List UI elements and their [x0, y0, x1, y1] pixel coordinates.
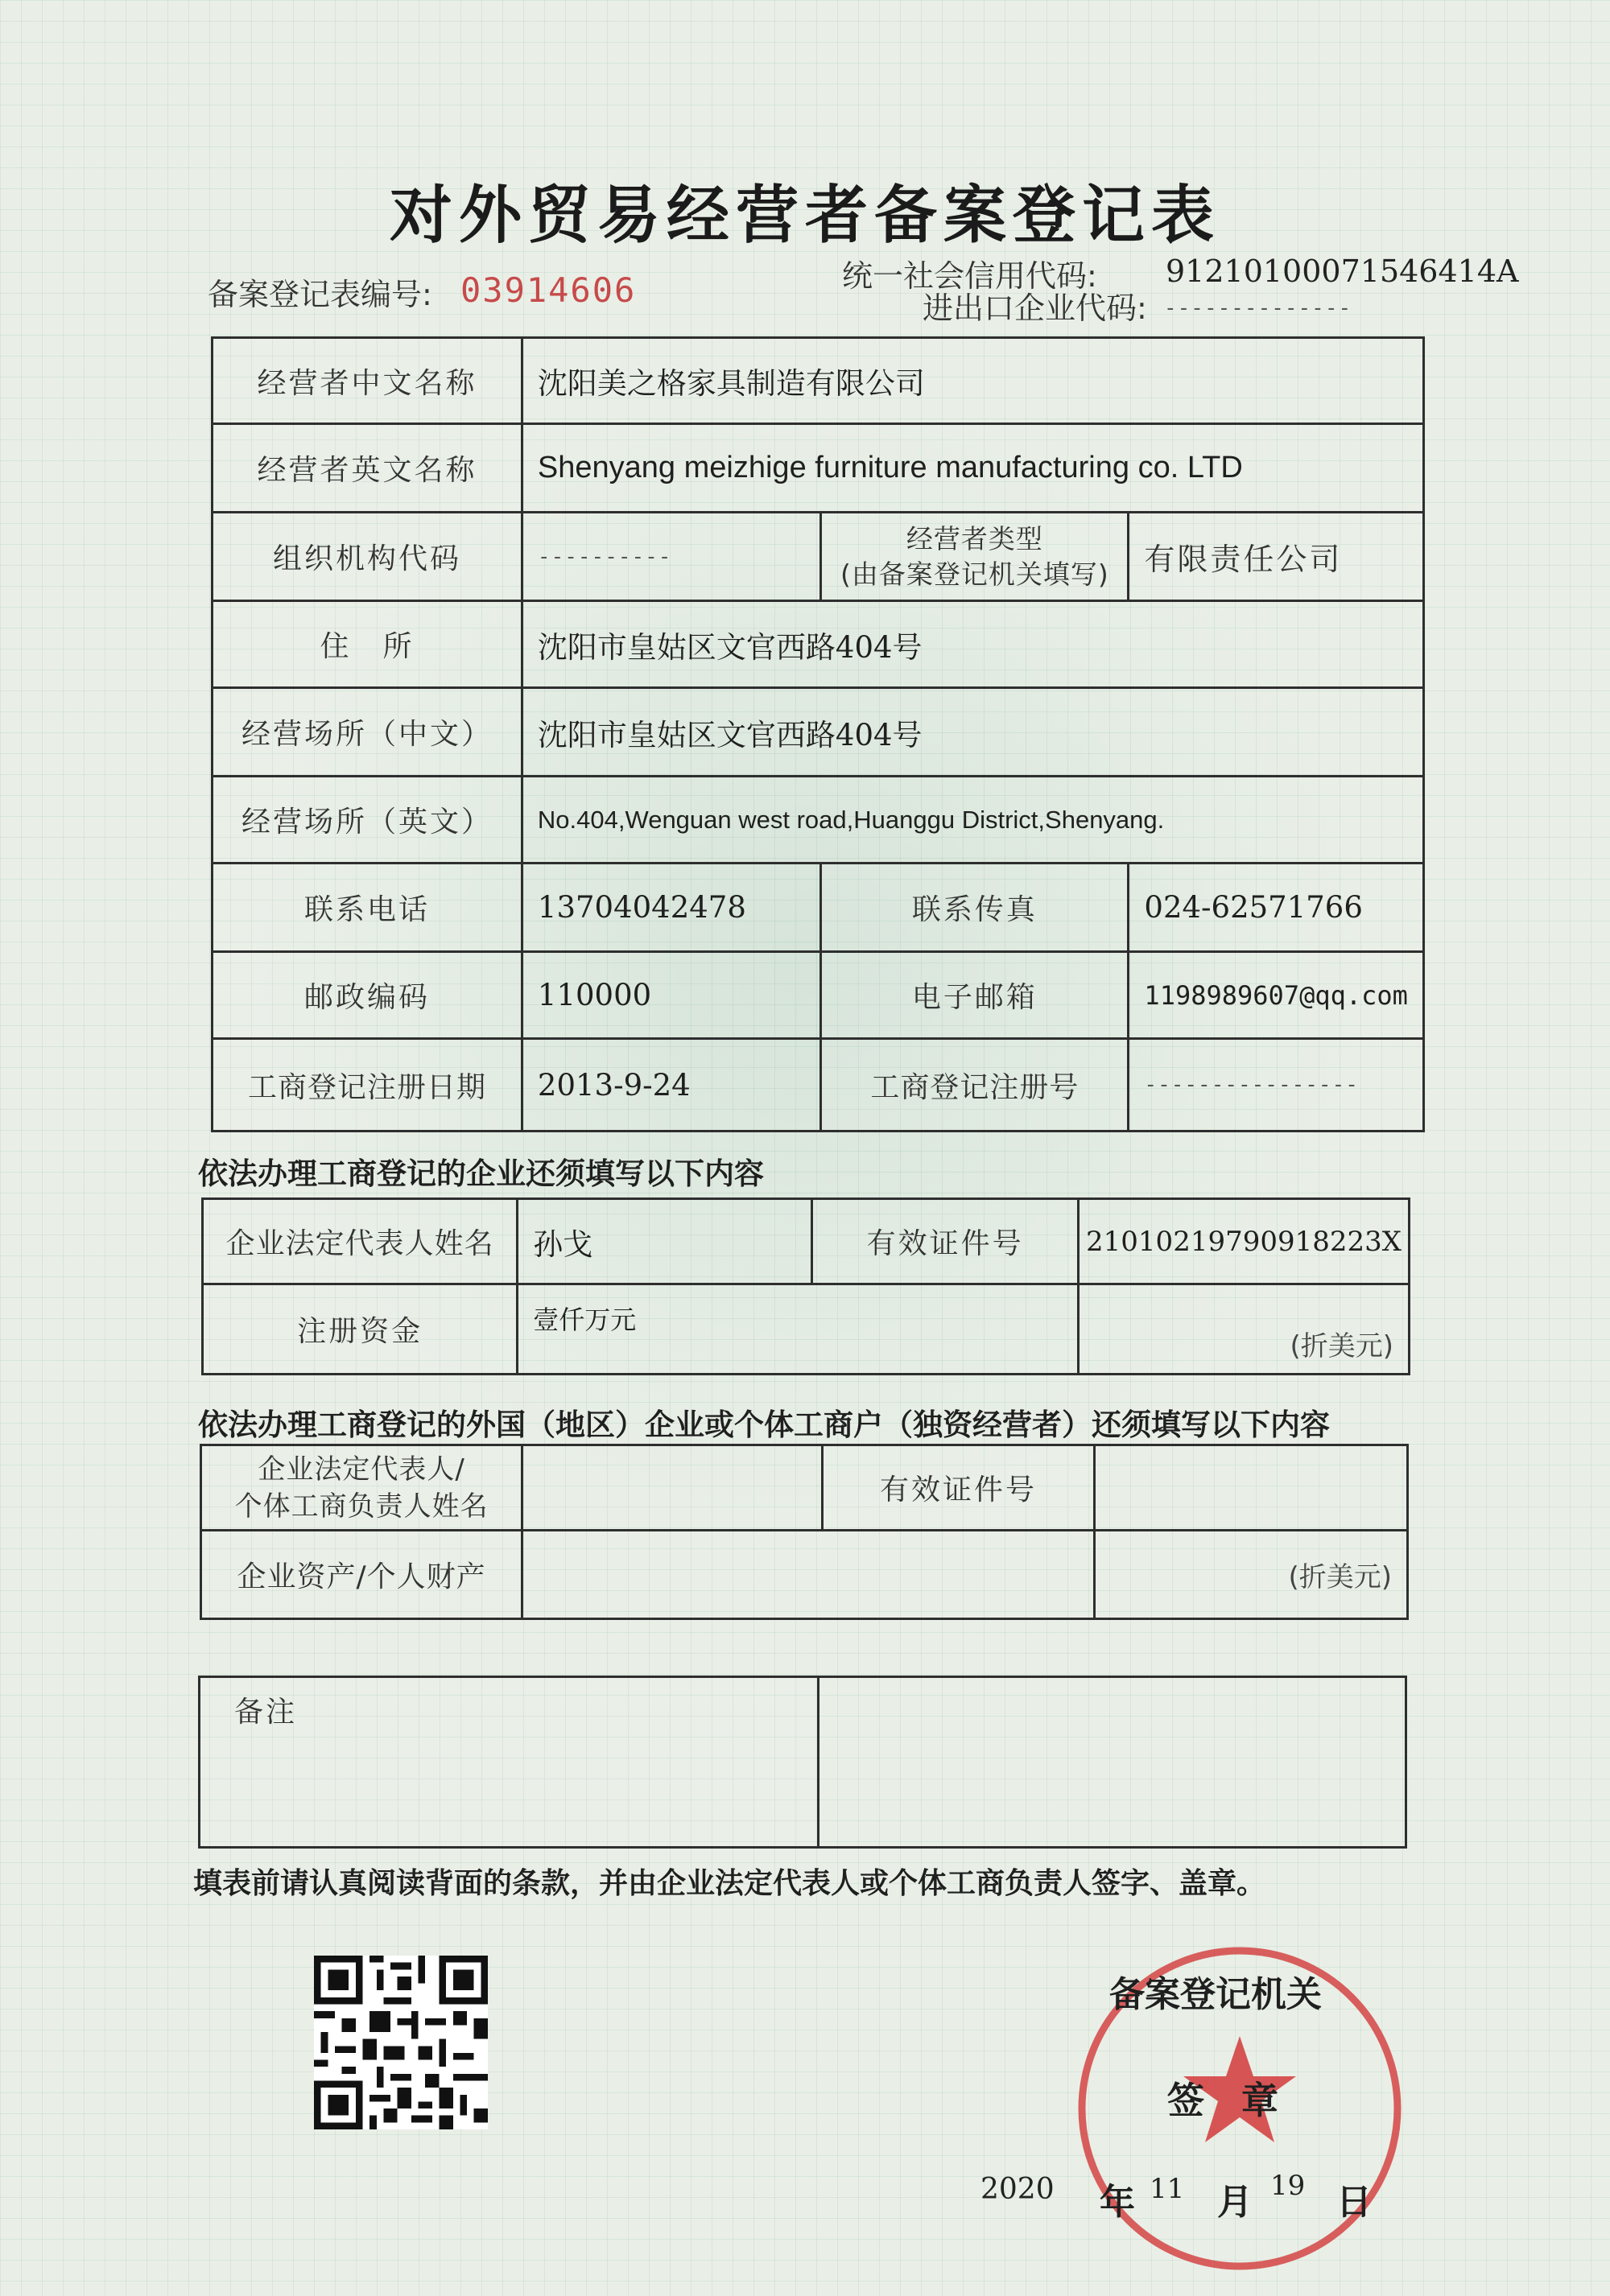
fax-label: 联系传真 — [821, 864, 1129, 952]
date-day-unit: 日 — [1336, 2182, 1372, 2223]
org-code-value: ---------- — [522, 513, 821, 601]
section2-table — [200, 1444, 1409, 1620]
date-year: 2020 — [980, 2173, 1055, 2206]
authority-label: 备案登记机关 — [1109, 1974, 1322, 2015]
capital-value: 壹仟万元 — [518, 1284, 1079, 1375]
legal-rep-label: 企业法定代表人姓名 — [203, 1199, 518, 1284]
postcode-label: 邮政编码 — [213, 952, 522, 1039]
reg-date-value: 2013-9-24 — [522, 1039, 821, 1132]
section2-rep-label — [201, 1445, 522, 1531]
address-value: 沈阳市皇姑区文官西路404号 — [522, 601, 1423, 688]
section2-heading: 依法办理工商登记的外国（地区）企业或个体工商户（独资经营者）还须填写以下内容 — [198, 1408, 1330, 1442]
place-en-label: 经营场所（英文） — [213, 777, 522, 864]
reg-no-value: ---------------- — [1129, 1039, 1424, 1132]
operator-type-label-line1: 经营者类型 — [906, 522, 1043, 554]
section2-rep-value — [522, 1445, 823, 1531]
address-label: 住 所 — [213, 601, 522, 688]
record-no-label: 备案登记表编号: — [208, 277, 432, 312]
section1-heading: 依法办理工商登记的企业还须填写以下内容 — [198, 1156, 764, 1191]
email-label: 电子邮箱 — [821, 952, 1129, 1039]
ie-code-value: -------------- — [1164, 296, 1352, 320]
record-no-value: 03914606 — [460, 270, 637, 310]
place-en-value: No.404,Wenguan west road,Huanggu District,Shenyang. — [522, 777, 1423, 864]
operator-type-label — [821, 513, 1129, 601]
authority-stamp-label: 签 章 — [1167, 2079, 1278, 2122]
section1-table — [201, 1197, 1410, 1375]
remarks-label: 备注 — [200, 1677, 819, 1848]
date-day: 19 — [1270, 2170, 1306, 2202]
section1-id-label: 有效证件号 — [812, 1199, 1079, 1284]
section2-rep-label-line1: 企业法定代表人/ — [258, 1453, 465, 1486]
legal-rep-value: 孙戈 — [518, 1199, 812, 1284]
cn-name-value: 沈阳美之格家具制造有限公司 — [522, 338, 1423, 424]
assets-label: 企业资产/个人财产 — [201, 1531, 522, 1619]
assets-value — [522, 1531, 1095, 1619]
date-year-unit: 年 — [1100, 2182, 1135, 2223]
capital-label: 注册资金 — [203, 1284, 518, 1375]
place-cn-label: 经营场所（中文） — [213, 688, 522, 777]
email-value: 1198989607@qq.com — [1129, 952, 1424, 1039]
reg-date-label: 工商登记注册日期 — [213, 1039, 522, 1132]
place-cn-value: 沈阳市皇姑区文官西路404号 — [522, 688, 1423, 777]
main-table — [211, 336, 1425, 1132]
section2-rep-label-line2: 个体工商负责人姓名 — [234, 1490, 489, 1523]
date-month-unit: 月 — [1217, 2182, 1253, 2223]
operator-type-label-line2: (由备案登记机关填写) — [840, 558, 1109, 590]
org-code-label: 组织机构代码 — [213, 513, 522, 601]
section2-id-value — [1094, 1445, 1407, 1531]
phone-value: 13704042478 — [522, 864, 821, 952]
qr-code-icon — [314, 1956, 488, 2129]
remarks-value — [818, 1677, 1406, 1848]
section1-usd-note: (折美元) — [1079, 1284, 1410, 1375]
section2-usd-note: (折美元) — [1094, 1531, 1407, 1619]
credit-code-value: 91210100071546414A — [1166, 254, 1519, 289]
operator-type-value: 有限责任公司 — [1129, 513, 1424, 601]
en-name-label: 经营者英文名称 — [213, 424, 522, 513]
ie-code-label: 进出口企业代码: — [923, 291, 1147, 326]
reg-no-label: 工商登记注册号 — [821, 1039, 1129, 1132]
phone-label: 联系电话 — [213, 864, 522, 952]
en-name-value: Shenyang meizhige furniture manufacturing co. LTD — [522, 424, 1423, 513]
remarks-table — [198, 1676, 1407, 1849]
section1-id-value: 21010219790918223X — [1079, 1199, 1410, 1284]
postcode-value: 110000 — [522, 952, 821, 1039]
date-month: 11 — [1150, 2173, 1185, 2205]
page-title: 对外贸易经营者备案登记表 — [389, 179, 1220, 252]
section2-id-label: 有效证件号 — [823, 1445, 1094, 1531]
credit-code-label: 统一社会信用代码: — [842, 258, 1097, 294]
cn-name-label: 经营者中文名称 — [213, 338, 522, 424]
footer-note: 填表前请认真阅读背面的条款，并由企业法定代表人或个体工商负责人签字、盖章。 — [193, 1867, 1266, 1900]
fax-value: 024-62571766 — [1129, 864, 1424, 952]
